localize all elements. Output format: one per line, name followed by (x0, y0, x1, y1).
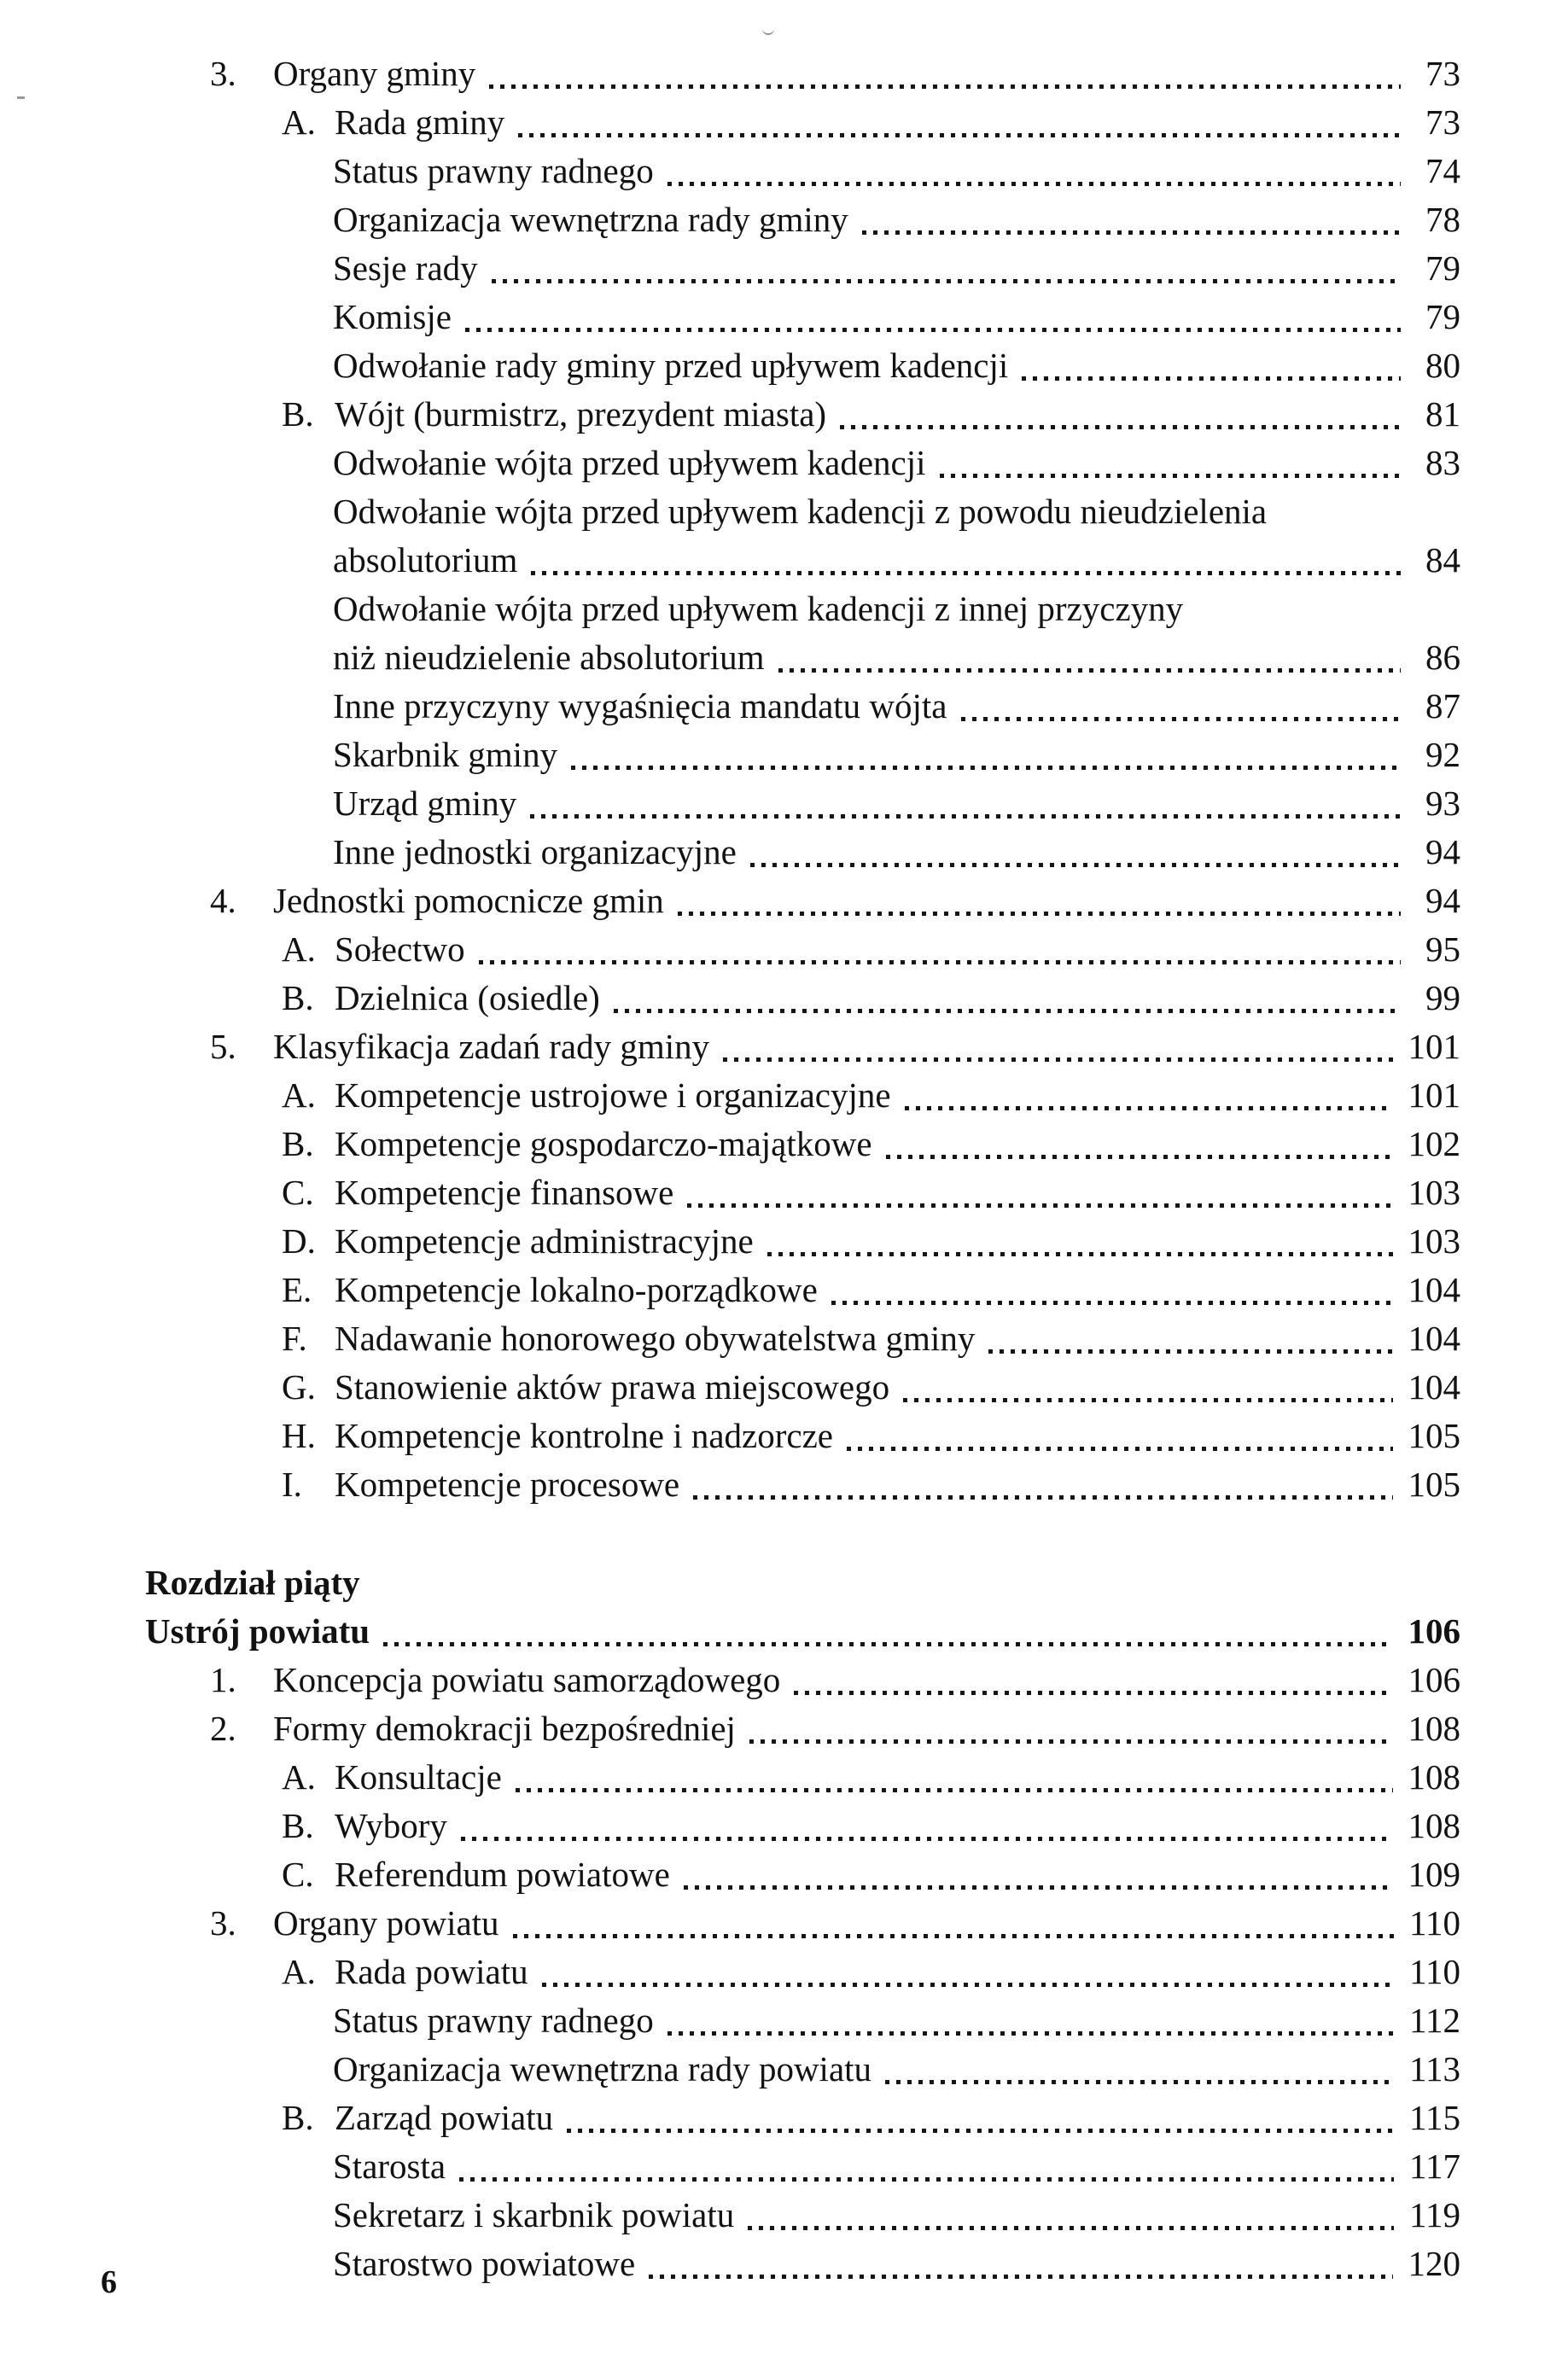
dot-leader (567, 2129, 1394, 2133)
toc-entry-marker: 3. (210, 54, 236, 93)
toc-page-number: 81 (1425, 394, 1460, 434)
dot-leader (961, 717, 1401, 721)
toc-entry-text: Rada gminy (335, 102, 505, 142)
toc-entry-text: Wójt (burmistrz, prezydent miasta) (335, 394, 827, 434)
toc-entry-marker: A. (282, 929, 316, 969)
toc-entry-text: Status prawny radnego (333, 2001, 654, 2040)
toc-page-number: 74 (1425, 151, 1460, 190)
dot-leader (649, 2275, 1392, 2279)
toc-entry-text: Kompetencje kontrolne i nadzorcze (335, 1416, 833, 1455)
toc-row (0, 50, 1460, 98)
toc-row (0, 1704, 1460, 1753)
dot-leader (693, 1495, 1392, 1500)
toc-page-number: 95 (1425, 929, 1460, 969)
toc-page-number: 94 (1425, 832, 1460, 871)
dot-leader (750, 863, 1401, 867)
toc-row (0, 2094, 1460, 2142)
toc-entry-text: Starosta (333, 2147, 446, 2186)
dot-leader (723, 1057, 1392, 1062)
toc-page-number: 73 (1425, 102, 1460, 142)
dot-leader (614, 1009, 1401, 1013)
toc-page-number: 110 (1409, 1903, 1460, 1943)
toc-entry-text: Komisje (333, 297, 452, 336)
toc-row (0, 1266, 1460, 1314)
toc-entry-text: Kompetencje procesowe (335, 1465, 680, 1504)
toc-entry-text: Ustrój powiatu (145, 1611, 370, 1651)
toc-row (0, 2045, 1460, 2094)
dot-leader (684, 1885, 1393, 1890)
toc-row (0, 633, 1460, 682)
toc-page-number: 84 (1425, 540, 1460, 580)
table-of-contents (0, 50, 1460, 2288)
toc-page-number: 73 (1425, 54, 1460, 93)
toc-row (0, 244, 1460, 293)
toc-entry-marker: F. (282, 1319, 307, 1358)
toc-row (0, 1948, 1460, 1996)
section-gap (0, 1509, 1460, 1558)
toc-entry-text: Kompetencje gospodarczo-majątkowe (335, 1124, 872, 1163)
toc-entry-marker: B. (282, 394, 314, 434)
toc-row (0, 1217, 1460, 1266)
dot-leader (678, 912, 1401, 916)
scan-artifact-mark (762, 26, 774, 35)
dot-leader (794, 1691, 1392, 1695)
dot-leader (767, 1252, 1393, 1256)
page-number-folio: 6 (101, 2264, 117, 2300)
toc-row (0, 1314, 1460, 1363)
toc-page-number: 79 (1425, 297, 1460, 336)
toc-page-number: 101 (1408, 1027, 1460, 1066)
toc-entry-marker: E. (282, 1270, 312, 1309)
toc-entry-text: Formy demokracji bezpośredniej (273, 1709, 736, 1748)
toc-entry-text: Wybory (335, 1806, 447, 1845)
toc-entry-text: Kompetencje ustrojowe i organizacyjne (335, 1075, 891, 1115)
toc-entry-text: Zarząd powiatu (335, 2098, 554, 2137)
dot-leader (479, 960, 1401, 964)
toc-page-number: 104 (1408, 1270, 1460, 1309)
dot-leader (903, 1398, 1392, 1402)
toc-entry-text: Sołectwo (335, 929, 465, 969)
toc-row (0, 731, 1460, 779)
toc-page-number: 108 (1408, 1806, 1460, 1845)
toc-entry-text: Referendum powiatowe (335, 1855, 670, 1894)
toc-entry-text: Klasyfikacja zadań rady gminy (273, 1027, 710, 1066)
dot-leader (687, 1203, 1392, 1208)
toc-row (0, 487, 1460, 536)
toc-entry-text: Inne przyczyny wygaśnięcia mandatu wójta (333, 686, 947, 725)
toc-entry-marker: D. (282, 1221, 316, 1261)
toc-entry-text: Status prawny radnego (333, 151, 654, 190)
toc-page-number: 106 (1408, 1611, 1460, 1651)
dot-leader (518, 133, 1401, 137)
toc-page-number: 113 (1409, 2049, 1460, 2088)
toc-entry-marker: B. (282, 2098, 314, 2137)
toc-entry-text: Dzielnica (osiedle) (335, 978, 600, 1017)
dot-leader (831, 1301, 1393, 1305)
toc-entry-marker: A. (282, 1757, 316, 1797)
toc-row (0, 341, 1460, 390)
dot-leader (465, 328, 1401, 332)
toc-entry-marker: 5. (210, 1027, 236, 1066)
toc-entry-text: Odwołanie wójta przed upływem kadencji (333, 443, 926, 482)
toc-entry-text: Kompetencje administracyjne (335, 1221, 754, 1261)
dot-leader (940, 474, 1402, 478)
toc-page-number: 117 (1409, 2147, 1460, 2186)
toc-row (0, 2191, 1460, 2240)
toc-row (0, 536, 1460, 585)
toc-page-number: 94 (1425, 881, 1460, 920)
toc-entry-text: Kompetencje finansowe (335, 1173, 674, 1212)
toc-entry-text: Odwołanie wójta przed upływem kadencji z powodu nieudzielenia (333, 492, 1268, 531)
toc-entry-text: Odwołanie wójta przed upływem kadencji z innej przyczyny (333, 589, 1184, 628)
toc-page-number: 86 (1425, 638, 1460, 677)
dot-leader (461, 1837, 1393, 1841)
toc-row (0, 1850, 1460, 1899)
toc-page-number: 112 (1409, 2001, 1460, 2040)
toc-row (0, 1120, 1460, 1168)
toc-page-number: 80 (1425, 346, 1460, 385)
toc-entry-text: Jednostki pomocnicze gmin (273, 881, 664, 920)
toc-entry-marker: A. (282, 1075, 316, 1115)
toc-entry-text: niż nieudzielenie absolutorium (333, 638, 765, 677)
toc-entry-text: Sesje rady (333, 248, 478, 288)
toc-entry-text: Skarbnik gminy (333, 735, 558, 774)
toc-entry-marker: H. (282, 1416, 316, 1455)
toc-row (0, 2240, 1460, 2288)
dot-leader (571, 766, 1401, 770)
toc-row (0, 1022, 1460, 1071)
toc-row (0, 98, 1460, 147)
dot-leader (905, 1106, 1393, 1110)
toc-entry-text: Konsultacje (335, 1757, 502, 1797)
toc-row (0, 147, 1460, 195)
toc-row (0, 439, 1460, 487)
toc-entry-marker: C. (282, 1855, 314, 1894)
dot-leader (778, 668, 1401, 673)
toc-entry-text: Organy gminy (273, 54, 476, 93)
toc-row (0, 1412, 1460, 1460)
toc-entry-marker: 2. (210, 1709, 236, 1748)
toc-page-number: 105 (1408, 1465, 1460, 1504)
toc-row (0, 1899, 1460, 1948)
toc-page-number: 108 (1408, 1757, 1460, 1797)
toc-entry-text: Organizacja wewnętrzna rady gminy (333, 200, 848, 239)
toc-row (0, 1071, 1460, 1120)
toc-entry-marker: A. (282, 102, 316, 142)
toc-entry-marker: B. (282, 978, 314, 1017)
dot-leader (862, 230, 1401, 235)
toc-entry-marker: C. (282, 1173, 314, 1212)
toc-entry-marker: I. (282, 1465, 302, 1504)
toc-page-number: 87 (1425, 686, 1460, 725)
toc-row (0, 1607, 1460, 1656)
toc-entry-text: Koncepcja powiatu samorządowego (273, 1660, 781, 1699)
toc-row (0, 779, 1460, 828)
toc-page-number: 103 (1408, 1173, 1460, 1212)
dot-leader (542, 1983, 1394, 1987)
toc-row (0, 682, 1460, 731)
toc-page-number: 103 (1408, 1221, 1460, 1261)
dot-leader (492, 279, 1401, 283)
dot-leader (459, 2177, 1394, 2182)
toc-entry-text: Organy powiatu (273, 1903, 499, 1943)
toc-row (0, 1363, 1460, 1412)
toc-entry-text: Inne jednostki organizacyjne (333, 832, 737, 871)
toc-row (0, 585, 1460, 633)
toc-entry-text: Starostwo powiatowe (333, 2244, 636, 2283)
dot-leader (749, 1739, 1393, 1744)
toc-entry-text: Kompetencje lokalno-porządkowe (335, 1270, 818, 1309)
toc-row (0, 2142, 1460, 2191)
toc-entry-text: Odwołanie rady gminy przed upływem kadencji (333, 346, 1009, 385)
dot-leader (489, 84, 1401, 89)
toc-entry-marker: B. (282, 1806, 314, 1845)
toc-entry-text: Stanowienie aktów prawa miejscowego (335, 1367, 890, 1407)
toc-entry-marker: A. (282, 1952, 316, 1991)
toc-page-number: 106 (1408, 1660, 1460, 1699)
toc-row (0, 877, 1460, 925)
dot-leader (383, 1642, 1392, 1646)
dot-leader (667, 182, 1401, 186)
toc-entry-marker: 3. (210, 1903, 236, 1943)
toc-page-number: 83 (1425, 443, 1460, 482)
toc-row (0, 1753, 1460, 1802)
dot-leader (885, 2080, 1394, 2084)
toc-entry-text: Rada powiatu (335, 1952, 528, 1991)
toc-row (0, 1996, 1460, 2045)
toc-row (0, 195, 1460, 244)
toc-row (0, 1802, 1460, 1850)
toc-entry-text: Rozdział piąty (145, 1563, 360, 1602)
toc-row (0, 1656, 1460, 1704)
dot-leader (886, 1155, 1393, 1159)
toc-row (0, 1168, 1460, 1217)
toc-page-number: 108 (1408, 1709, 1460, 1748)
toc-page-number: 93 (1425, 784, 1460, 823)
toc-entry-text: Organizacja wewnętrzna rady powiatu (333, 2049, 872, 2088)
toc-entry-marker: 4. (210, 881, 236, 920)
toc-page-number: 92 (1425, 735, 1460, 774)
toc-entry-text: absolutorium (333, 540, 518, 580)
dot-leader (988, 1349, 1392, 1354)
toc-row (0, 828, 1460, 877)
toc-row (0, 1558, 1460, 1607)
toc-row (0, 293, 1460, 341)
dot-leader (531, 571, 1401, 575)
toc-entry-marker: G. (282, 1367, 316, 1407)
toc-row (0, 1460, 1460, 1509)
dot-leader (840, 425, 1401, 429)
dot-leader (748, 2226, 1394, 2230)
dot-leader (516, 1788, 1393, 1792)
toc-row (0, 974, 1460, 1022)
toc-page-number: 110 (1409, 1952, 1460, 1991)
toc-entry-marker: B. (282, 1124, 314, 1163)
toc-page-number: 120 (1408, 2244, 1460, 2283)
toc-page-number: 119 (1409, 2195, 1460, 2234)
toc-page-number: 101 (1408, 1075, 1460, 1115)
dot-leader (513, 1934, 1394, 1938)
toc-row (0, 925, 1460, 974)
dot-leader (530, 814, 1401, 818)
toc-entry-marker: 1. (210, 1660, 236, 1699)
toc-entry-text: Sekretarz i skarbnik powiatu (333, 2195, 735, 2234)
toc-page-number: 99 (1425, 978, 1460, 1017)
toc-entry-text: Nadawanie honorowego obywatelstwa gminy (335, 1319, 976, 1358)
dot-leader (847, 1447, 1393, 1451)
toc-entry-text: Urząd gminy (333, 784, 517, 823)
toc-page-number: 104 (1408, 1367, 1460, 1407)
toc-page-number: 78 (1425, 200, 1460, 239)
toc-row (0, 390, 1460, 439)
toc-page-number: 104 (1408, 1319, 1460, 1358)
toc-page-number: 79 (1425, 248, 1460, 288)
dot-leader (667, 2031, 1394, 2036)
toc-page-number: 109 (1408, 1855, 1460, 1894)
toc-page-number: 115 (1409, 2098, 1460, 2137)
dot-leader (1022, 376, 1401, 381)
toc-page-number: 105 (1408, 1416, 1460, 1455)
toc-page-number: 102 (1408, 1124, 1460, 1163)
